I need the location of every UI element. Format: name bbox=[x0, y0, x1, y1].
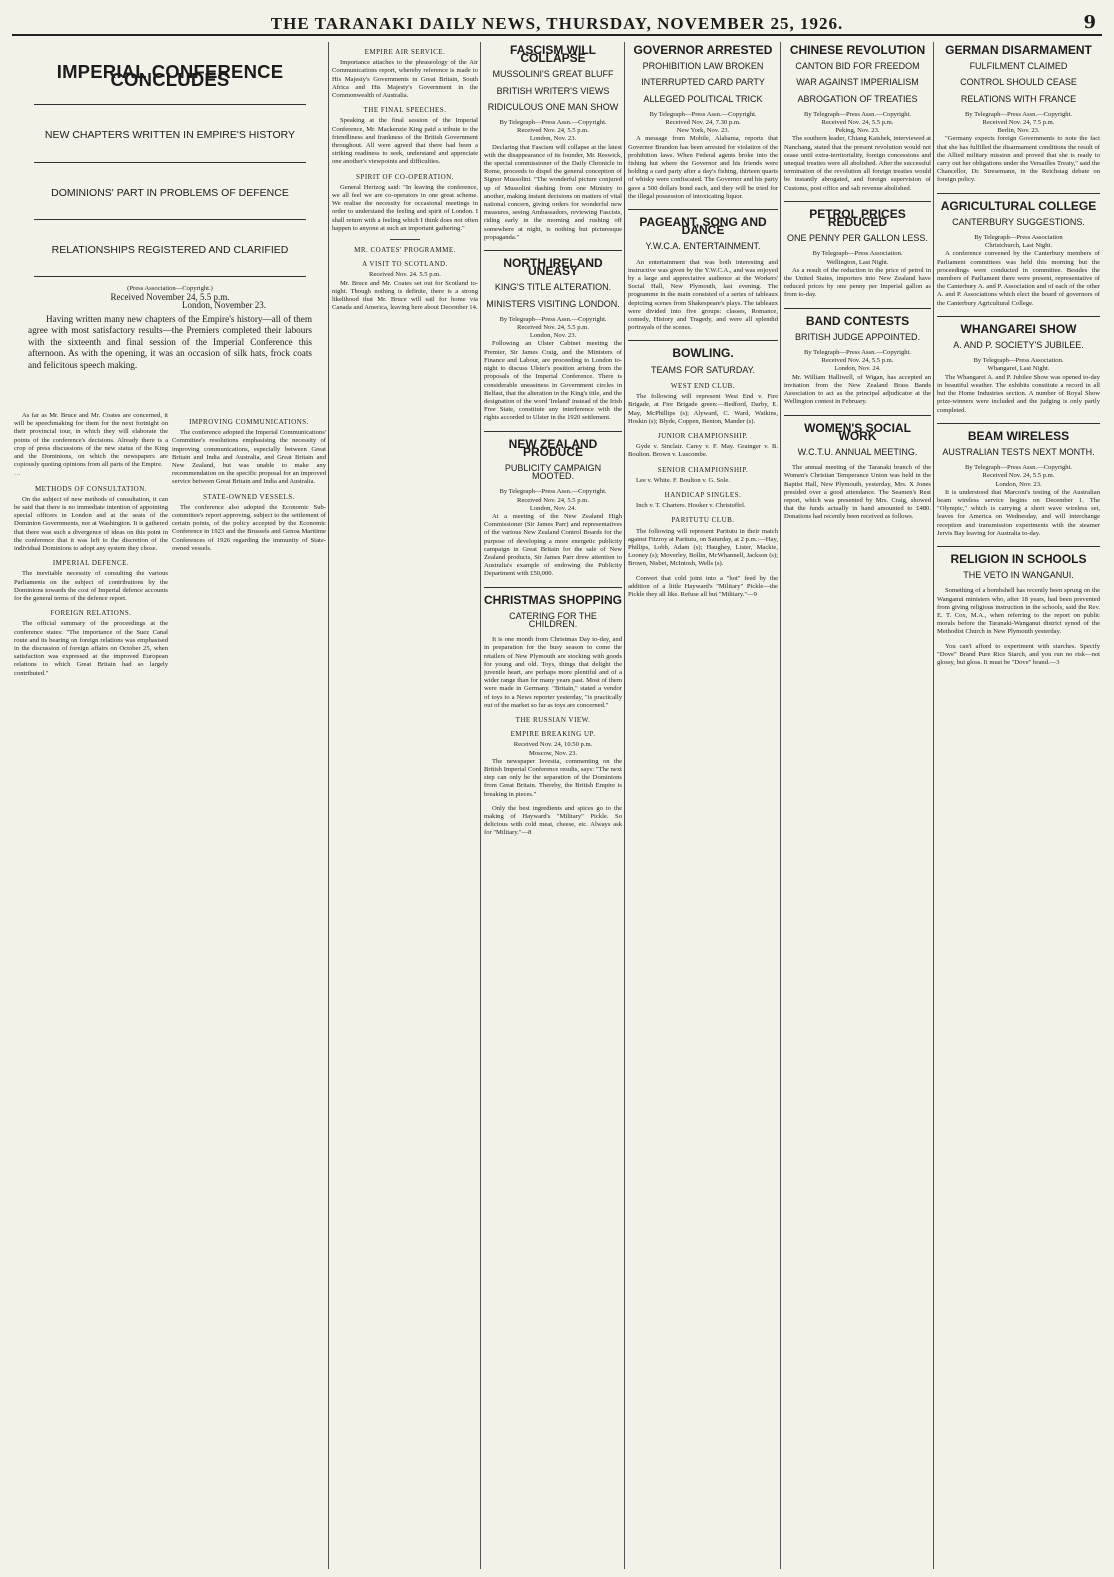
section-heading: STATE-OWNED VESSELS. bbox=[203, 492, 295, 501]
imperial-lead bbox=[14, 42, 326, 402]
article-paragraph: General Hertzog said: "In leaving the conference, we all feel we are co-operators in one great scheme. We realise the necessity for occasional meetings in order to understand the feeling and spirit of London. I shall return with a feeling which I think does not often happen to anyone at such an important gathering." bbox=[332, 183, 478, 232]
byline: By Telegraph—Press Association bbox=[974, 234, 1063, 242]
section-heading: EMPIRE AIR SERVICE. bbox=[364, 48, 446, 56]
deck: ALLEGED POLITICAL TRICK bbox=[643, 93, 763, 104]
deck: FULFILMENT CLAIMED bbox=[969, 61, 1068, 72]
received-time: Received Nov. 24, 7.5 p.m. bbox=[982, 119, 1055, 127]
article-paragraph: Following an Ulster Cabinet meeting the Premier, Sir James Craig, and the Ministers of Finance and Labour, are proceeding to London to-night to discuss Ulster's position arising from the proposals of the Imperial Conference. There is considerable uneasiness in Government circles in Belfast, that the alteration in the King's title, and the designation of the word 'Ireland' instead of the Irish Free State, constitute any interference with the rights accorded to Ulster in the 1920 settlement. bbox=[484, 340, 622, 422]
advertisement: Only the best ingredients and spices go to the making of Hayward's "Military" Pickle. So delicious with cold meat, cheese, etc. Always ask for "Military."—8 bbox=[484, 804, 622, 837]
column-rule bbox=[624, 42, 625, 1569]
section-subheading: EMPIRE BREAKING UP. bbox=[510, 730, 596, 739]
deck: W.C.T.U. ANNUAL MEETING. bbox=[797, 446, 918, 457]
chinese-headline: CHINESE REVOLUTION bbox=[789, 43, 926, 57]
religion-headline: RELIGION IN SCHOOLS bbox=[950, 551, 1087, 566]
imperial-intro: Having written many new chapters of the Empire's history—all of them agree with most satisfactory results—the Premiers completed their labours with the sixteenth and final session of the Imperial Conference this afternoon. As with the opening, it was an occasion of silk hats, frock coats and felicitous speech making. bbox=[28, 313, 312, 370]
article-paragraph: On the subject of new methods of consultation, it can be said that there is no immediate intention of appointing special officers in London and at the seats of the Dominion Governments, nor at Washington. It is gathered that there was such a divergence of ideas on this point in the conference that it was left to the discretion of the individual Dominions to adopt any system they chose. bbox=[14, 495, 168, 553]
article-paragraph: Speaking at the final session of the Imperial Conference, Mr. Mackenzie King paid a tribute to the friendliness and frankness of the British Government throughout. All were agreed that there had been a striking readiness to seek, understand and appreciate one another's viewpoints and difficulties. bbox=[332, 117, 478, 166]
article-paragraph: The following will represent Paritutu in their match against Fitzroy at Paritutu, on Saturday, at 2 p.m.:—Hay, Phillips, Lobb, Adam (s); Haughey, Lister, Mackie, Looney (s); Moverley, Bollin, McWhannell, Jackson (s); Brown, Nisbet, McIntosh, Wells (s). bbox=[628, 527, 778, 568]
imperial-subhead-3: RELATIONSHIPS REGISTERED AND CLARIFIED bbox=[51, 243, 289, 256]
byline: By Telegraph—Press Assn.—Copyright. bbox=[499, 119, 607, 127]
section-heading: THE RUSSIAN VIEW. bbox=[515, 716, 591, 724]
deck: PUBLICITY CAMPAIGN MOOTED. bbox=[504, 462, 602, 482]
section-heading: SENIOR CHAMPIONSHIP. bbox=[657, 465, 749, 474]
section-heading: WEST END CLUB. bbox=[670, 381, 736, 390]
article-paragraph: It is understood that Marconi's testing of the Australian beam wireless service begins on December 1. The "Olympic," which is carrying a short wave wireless set, leaves for America on Wednesday, and will interchange reception and transmission experiments with the steamer Jervis Bay leaving for Australia to-day. bbox=[937, 488, 1100, 537]
divider bbox=[937, 316, 1100, 317]
byline: (Press Association—Copyright.) bbox=[127, 285, 213, 293]
christmas-headline: CHRISTMAS SHOPPING bbox=[484, 592, 622, 607]
article-paragraph: Declaring that Fascism will collapse at the latest with the disappearance of its founder, Mr. Reswick, the special commissioner of the Daily Chronicle in Rome, proceeds to dispel the general conception of Signor Mussolini. "The wonderful picture conjured up of Mussolini dashing from one Ministry to another, making instant decisions on matters of vital national concern, giving orders for wonderful new measures, seeing Ambassadors, reviewing Fascists, riding early in the morning and rushing off somewhere at night, is nothing but picturesque propaganda." bbox=[484, 143, 622, 241]
section-heading: HANDICAP SINGLES. bbox=[664, 490, 742, 499]
article-paragraph: The conference also adopted the Economic Sub-committee's report approving, subject to the settlement of certain points, of the policy accepted by the Economic Conference in 1923 and the Brussels and Genoa Maritime Conferences of 1926 regarding the immunity of State-owned vessels. bbox=[172, 503, 326, 552]
text-filler: … bbox=[14, 470, 21, 478]
band-headline: BAND CONTESTS bbox=[805, 313, 910, 328]
fascism-headline: FASCISM WILL COLLAPSE bbox=[510, 43, 596, 66]
byline: By Telegraph—Press Assn.—Copyright. bbox=[964, 464, 1073, 472]
article-paragraph: The official summary of the proceedings at the conference states: "The importance of the Suez Canal route and its bearing on foreign relations was emphasised in the discussion of foreign affairs on October 25, when satisfaction was expressed at the improved European relations to which Great Britain had so largely contributed." bbox=[14, 620, 168, 677]
byline: By Telegraph—Press Association. bbox=[973, 357, 1064, 365]
section-heading: JUNIOR CHAMPIONSHIP. bbox=[657, 431, 749, 440]
column-german bbox=[937, 42, 1100, 1569]
received-time: Received November 24, 5.5 p.m. bbox=[110, 292, 230, 303]
deck: WAR AGAINST IMPERIALISM bbox=[796, 77, 919, 88]
deck: THE VETO IN WANGANUI. bbox=[963, 570, 1074, 581]
byline: By Telegraph—Press Assn.—Copyright. bbox=[803, 110, 912, 118]
received-time: Received Nov. 24. 5.5 p.m. bbox=[369, 271, 441, 279]
produce-headline: NEW ZEALAND PRODUCE bbox=[508, 436, 598, 459]
dateline: Peking, Nov. 23. bbox=[835, 127, 880, 135]
draw-list: Lee v. White. F. Boulton v. G. Sole. bbox=[636, 476, 730, 484]
dateline: London, Nov. 24. bbox=[834, 365, 881, 373]
article-paragraph: An entertainment that was both interesting and instructive was given by the Y.W.C.A., and was enjoyed by a large and appreciative audience at the Workers' Social Hall, New Plymouth, last evening. The programme in the main consisted of a series of tableaux depicting scenes from Shakespeare's plays. The tableaux were divided into five groups: classes, Romance, comedy, History and Tragedy, and were all splendid portrayals of the scenes. bbox=[628, 258, 778, 332]
dateline: London, November 23. bbox=[182, 300, 266, 311]
article-paragraph: A conference convened by the Canterbury members of Parliament committees was held this morning but the proceedings were conducted in committee. Besides the members of Parliament there were present, representative of the Canterbury A. and P. Association and of each of the other A. and P. Associations which elect the board of governors of the Canterbury Agricultural College. bbox=[937, 250, 1100, 307]
column-chinese bbox=[784, 42, 931, 1569]
divider bbox=[784, 308, 931, 309]
article-paragraph: Importance attaches to the phraseology of the Air Communications report, whereby reference is made to His Majesty's Governments in Great Britain, South Africa and His Majesty's Government in the Commonwealth of Australia. bbox=[332, 59, 478, 100]
article-paragraph: The following will represent West End v. Fire Brigade, at Fire Brigade green:—Bedford, Darby, E. May, McPhillips (s); Alyward, C. Ward, Watkins, Hoskin (s); Blyde, Coppen, Benton, Mander (s). bbox=[628, 393, 778, 425]
article-paragraph: Mr. William Halliwell, of Wigan, has accepted an invitation from the New Zealand Brass Bands Association to act as the principal adjudicator at the Wellington contest in February. bbox=[784, 373, 931, 406]
article-paragraph: As far as Mr. Bruce and Mr. Coates are concerned, it will be speechmaking for them for the next fortnight on their provincial tour, in which they will elaborate the points of the conference's decisions. Already there is a crop of press discussions of the new status of the King and the Dominions, on which the newspapers are copiously quoting opinions from all parts of the Empire. bbox=[14, 412, 168, 469]
imperial-subhead-1: NEW CHAPTERS WRITTEN IN EMPIRE'S HISTORY bbox=[44, 129, 296, 142]
divider bbox=[484, 587, 622, 588]
received-time: Received Nov. 24, 5.5 p.m. bbox=[517, 127, 589, 135]
received-time: Received Nov. 24, 7.30 p.m. bbox=[665, 119, 741, 127]
deck: CATERING FOR THE CHILDREN. bbox=[509, 610, 597, 629]
article-paragraph: At a meeting of the New Zealand High Commissioner (Sir James Parr) and representatives of the various New Zealand Control Boards for the purpose of developing a more energetic publicity campaign in Great Britain for the sale of New Zealand products, Sir James Parr drew attention to Australia's example of endowing the Publicity Department with £50,000. bbox=[484, 512, 622, 578]
divider bbox=[484, 250, 622, 251]
column-governor bbox=[628, 42, 778, 1569]
imperial-subhead-2: DOMINIONS' PART IN PROBLEMS OF DEFENCE bbox=[51, 186, 289, 199]
section-heading: PARITUTU CLUB. bbox=[671, 516, 735, 525]
article-paragraph: As a result of the reduction in the price of petrol in the United States, importers into New Zealand have reduced prices by one penny per Imperial gallon as from to-day. bbox=[784, 266, 931, 299]
petrol-headline: PETROL PRICES REDUCED bbox=[809, 206, 906, 230]
publication-line: THE TARANAKI DAILY NEWS, THURSDAY, NOVEMBER 25, 1926. bbox=[270, 14, 844, 33]
byline: By Telegraph—Press Association. bbox=[812, 250, 903, 258]
article-paragraph: A message from Mobile, Alabama, reports that Governor Brandon has been arrested for violation of the prohibition laws. When Federal agents broke into the fishing hut where the Governor and his friends were holding a card party after a day's fishing, thirteen quarts of whisky were confiscated. The Governor and his party gave a 500 dollars bond each, and they will be tried for the illegal possession of intoxicating liquor. bbox=[628, 135, 778, 200]
dateline: London, Nov. 23. bbox=[529, 332, 577, 340]
article-paragraph: It is one month from Christmas Day to-day, and in preparation for the busy season to come the retailers of New Plymouth are stocking with goods for young and old. Toys, things that delight the juvenile heart, are perhaps more plentiful and of a wider range than for many years past. Most of them were made in Germany. "Britain," stated a vendor of toys to a News reporter yesterday, "is practically out of the market so far as toys are concerned." bbox=[484, 636, 622, 709]
deck: AUSTRALIAN TESTS NEXT MONTH. bbox=[942, 446, 1095, 457]
dateline: London, Nov. 23. bbox=[529, 135, 577, 143]
section-heading: SPIRIT OF CO-OPERATION. bbox=[356, 172, 454, 181]
received-time: Received Nov. 24, 5.5 p.m. bbox=[517, 496, 589, 504]
deck: BRITISH WRITER'S VIEWS bbox=[496, 85, 610, 96]
article-paragraph: The southern leader, Chiang Kaishek, interviewed at Nanchang, stated that the present revolution would not cease until extra-territoriality, foreign concessions and unequal treaties were all abolished. After the successful termination of the revolution all foreign treaties would be instantly abrogated, and foreign supervision of Customs, post office and salt revenue abolished. bbox=[784, 135, 931, 192]
deck: RELATIONS WITH FRANCE bbox=[960, 93, 1077, 104]
divider bbox=[784, 415, 931, 416]
deck: A. AND P. SOCIETY'S JUBILEE. bbox=[953, 340, 1084, 351]
divider bbox=[484, 431, 622, 432]
draw-list: Inch v. T. Charters. Hooker v. Christoffel. bbox=[636, 502, 746, 510]
section-heading: IMPERIAL DEFENCE. bbox=[52, 559, 130, 568]
bowling-headline: BOWLING. bbox=[672, 346, 734, 361]
draw-list: Gyde v. Sinclair. Carey v. F. May. Grainger v. B. Boulton. Brown v. Luscombe. bbox=[628, 443, 778, 459]
women-headline: WOMEN'S SOCIAL WORK bbox=[804, 420, 911, 443]
section-heading: MR. COATES' PROGRAMME. bbox=[354, 246, 456, 255]
deck: INTERRUPTED CARD PARTY bbox=[641, 77, 765, 88]
college-headline: AGRICULTURAL COLLEGE bbox=[940, 198, 1097, 213]
divider bbox=[937, 193, 1100, 194]
column-rule bbox=[328, 42, 329, 1569]
divider bbox=[34, 219, 306, 220]
dateline: Whangarei, Last Night. bbox=[987, 365, 1050, 373]
wireless-headline: BEAM WIRELESS bbox=[967, 428, 1070, 443]
divider bbox=[390, 239, 420, 240]
article-paragraph: The inevitable necessity of consulting the various Parliaments on the subject of contributions by the Dominions towards the cost of Imperial defence accounts for the general terms of the defence report. bbox=[14, 570, 168, 603]
dateline: Berlin, Nov. 23. bbox=[997, 127, 1040, 135]
masthead bbox=[12, 8, 1102, 36]
byline: By Telegraph—Press Assn.—Copyright. bbox=[803, 349, 912, 357]
received-time: Received Nov. 24, 10.50 p.m. bbox=[513, 741, 593, 749]
byline: By Telegraph—Press Assn.—Copyright. bbox=[964, 110, 1073, 118]
deck: ABROGATION OF TREATIES bbox=[797, 93, 918, 104]
deck: PROHIBITION LAW BROKEN bbox=[642, 61, 764, 72]
divider bbox=[34, 104, 306, 105]
article-paragraph: The newspaper Isvestia, commenting on the British Imperial Conference results, says: "The next step can only be the separation of the Dominions from Great Britain. Thereby, the British Empire is breaking in pieces." bbox=[484, 757, 622, 798]
received-time: Received Nov. 24, 5.5 p.m. bbox=[821, 357, 894, 365]
pageant-headline: PAGEANT, SONG AND DANCE bbox=[639, 215, 767, 238]
imperial-col-c bbox=[332, 42, 478, 1569]
received-time: Received Nov. 24, 5.5 p.m. bbox=[821, 119, 894, 127]
received-time: Received Nov. 24, 5.5 p.m. bbox=[517, 324, 589, 332]
divider bbox=[628, 209, 778, 210]
byline: By Telegraph—Press Assn.—Copyright. bbox=[499, 488, 607, 496]
dateline: Wellington, Last Night. bbox=[826, 258, 889, 266]
article-paragraph: Something of a bombshell has recently been sprung on the Wanganui ministers who, after 18 years, had been prevented from giving religious instruction in the schools, said the Rev. E. T. Cox, M.A., when referring to the report on public morals before the Taranaki-Wanganui district synod of the Methodist Church in New Plymouth yesterday. bbox=[937, 587, 1100, 636]
divider bbox=[34, 162, 306, 163]
column-rule bbox=[933, 42, 934, 1569]
deck: BRITISH JUDGE APPOINTED. bbox=[794, 331, 921, 342]
imperial-headline: IMPERIAL CONFERENCE CONCLUDES bbox=[56, 61, 284, 91]
column-rule bbox=[780, 42, 781, 1569]
deck: CANTON BID FOR FREEDOM bbox=[795, 61, 920, 72]
deck: ONE PENNY PER GALLON LESS. bbox=[787, 233, 928, 244]
deck: MINISTERS VISITING LONDON. bbox=[486, 298, 620, 309]
dateline: London, Nov. 24. bbox=[529, 504, 577, 512]
section-heading: IMPROVING COMMUNICATIONS. bbox=[189, 418, 309, 426]
column-rule bbox=[480, 42, 481, 1569]
advertisement: You can't afford to experiment with starches. Specify "Dove" Brand Pure Rice Starch, and you run no risk—not glossy, but gloss. It must be "Dove" brand.—3 bbox=[937, 642, 1100, 666]
advertisement: Convert that cold joint into a "hot" feed by the addition of a little Hayward's "Military" Pickle—the Pickle they all like. Refuse all but "Military."—9 bbox=[628, 574, 778, 598]
article-paragraph: The Whangarei A. and P. Jubilee Show was opened to-day in beautiful weather. The exhibits constitute a record in all but the Home Industries section. A number of Royal Show prize-winners were included and the judging is only partly completed. bbox=[937, 373, 1100, 414]
article-paragraph: The conference adopted the Imperial Communications' Committee's resolutions emphasising the necessity of improving communications, especially between Great Britain and India and Australia, and Great Britain and New Zealand, but was unable to make any recommendation on the specific proposal for an improved service between Great Britain and India and Australia. bbox=[172, 429, 326, 486]
german-headline: GERMAN DISARMAMENT bbox=[945, 43, 1092, 57]
dateline: Christchurch, Last Night. bbox=[984, 242, 1053, 250]
ulster-headline: NORTH IRELAND UNEASY bbox=[503, 256, 603, 279]
whangarei-headline: WHANGAREI SHOW bbox=[960, 321, 1077, 336]
column-fascism bbox=[484, 42, 622, 1569]
divider bbox=[937, 546, 1100, 547]
divider bbox=[784, 201, 931, 202]
imperial-col-a bbox=[14, 412, 168, 1569]
section-subheading: A VISIT TO SCOTLAND. bbox=[362, 260, 448, 269]
byline: By Telegraph—Press Assn.—Copyright. bbox=[649, 110, 757, 118]
section-heading: METHODS OF CONSULTATION. bbox=[34, 484, 148, 493]
deck: MUSSOLINI'S GREAT BLUFF bbox=[492, 69, 614, 80]
divider bbox=[628, 340, 778, 341]
byline: By Telegraph—Press Assn.—Copyright. bbox=[499, 315, 607, 323]
page-number: 9 bbox=[1083, 12, 1096, 33]
dateline: Moscow, Nov. 23. bbox=[528, 749, 578, 757]
deck: CANTERBURY SUGGESTIONS. bbox=[952, 216, 1085, 227]
governor-headline: GOVERNOR ARRESTED bbox=[633, 43, 773, 57]
divider bbox=[937, 423, 1100, 424]
deck: CONTROL SHOULD CEASE bbox=[960, 77, 1077, 88]
deck: TEAMS FOR SATURDAY. bbox=[650, 364, 755, 375]
article-paragraph: Mr. Bruce and Mr. Coates set out for Scotland to-night. Though nothing is definite, there is a strong likelihood that Mr. Bruce will sail for home via Canada and America, leaving here about December 14. bbox=[332, 279, 478, 312]
article-paragraph: "Germany expects foreign Governments to note the fact that she has fulfilled the disarmament conditions the result of the Allied military mission and proved that she is ready to carry out her obligations under the Versailles Treaty," said the Chancellor, Dr. Stresemann, in the Reichstag debate on foreign policy. bbox=[937, 135, 1100, 184]
section-heading: FOREIGN RELATIONS. bbox=[50, 609, 132, 618]
section-heading: THE FINAL SPEECHES. bbox=[363, 106, 447, 115]
dateline: London, Nov. 23. bbox=[995, 480, 1042, 488]
deck: KING'S TITLE ALTERATION. bbox=[494, 282, 612, 293]
received-time: Received Nov. 24, 5.5 p.m. bbox=[982, 472, 1055, 480]
dateline: New York, Nov. 23. bbox=[676, 127, 730, 135]
deck: Y.W.C.A. ENTERTAINMENT. bbox=[645, 241, 761, 252]
imperial-col-b bbox=[172, 412, 326, 1569]
deck: RIDICULOUS ONE MAN SHOW bbox=[487, 101, 619, 112]
divider bbox=[34, 276, 306, 277]
article-paragraph: The annual meeting of the Taranaki branch of the Women's Christian Temperance Union was held in the Baptist Hall, New Plymouth, yesterday, Mrs. X Jones presided over a good attendance. The Seamen's Rest report, which was presented by Mrs. Craig, showed that the funds actually in hand amounted to £480. Donations had recently been received as follows. bbox=[784, 464, 931, 521]
